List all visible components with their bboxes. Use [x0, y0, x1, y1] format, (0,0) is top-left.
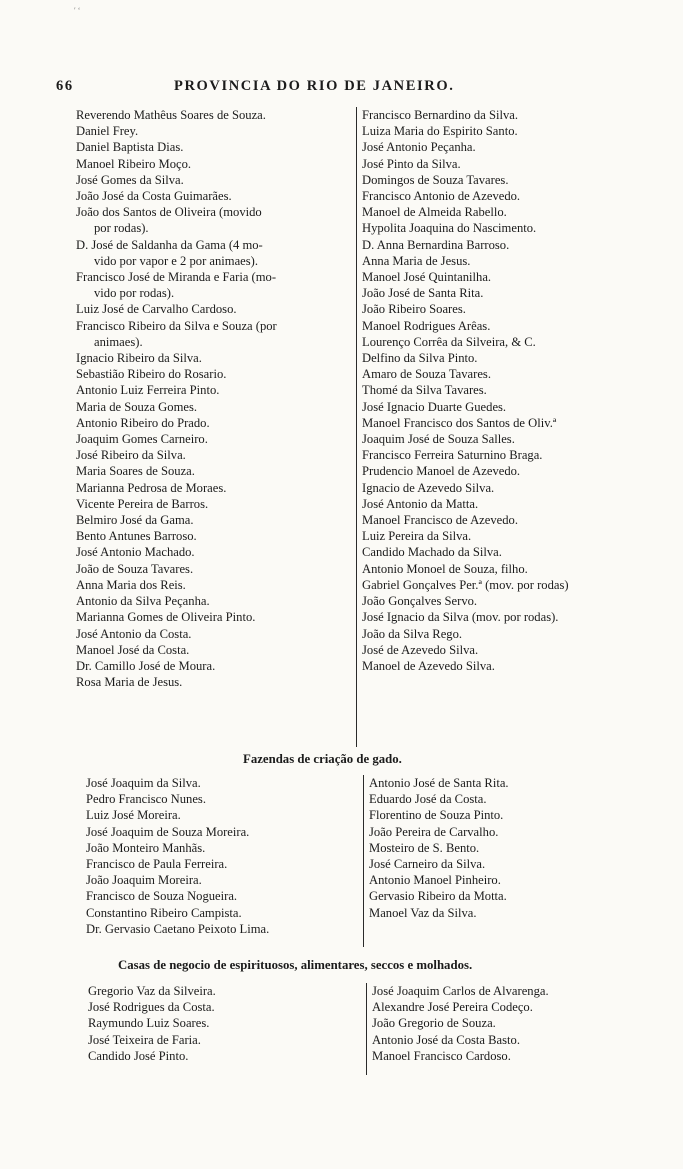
- list-item: Manoel José da Costa.: [76, 642, 190, 657]
- list-item: Antonio Monoel de Souza, filho.: [362, 561, 528, 576]
- list-item: João Gregorio de Souza.: [372, 1016, 496, 1031]
- list-item: Vicente Pereira de Barros.: [76, 496, 209, 511]
- list-item: Manoel de Almeida Rabello.: [362, 205, 507, 220]
- list-item: Prudencio Manoel de Azevedo.: [362, 464, 521, 479]
- list-item: Marianna Gomes de Oliveira Pinto.: [76, 610, 256, 625]
- list-item: Alexandre José Pereira Codeço.: [372, 1000, 533, 1015]
- list-item: Francisco Ribeiro da Silva e Souza (por: [76, 318, 277, 333]
- list-item: Pedro Francisco Nunes.: [86, 792, 206, 807]
- list-item: João Ribeiro Soares.: [362, 302, 466, 317]
- list-item: Luiz Pereira da Silva.: [362, 529, 472, 544]
- list-item: José Rodrigues da Costa.: [88, 1000, 215, 1015]
- list-item: José Gomes da Silva.: [76, 172, 184, 187]
- list-item: José Teixeira de Faria.: [88, 1032, 201, 1047]
- list-item: Manoel Francisco dos Santos de Oliv.ª: [362, 415, 557, 430]
- list-item: Candido Machado da Silva.: [362, 545, 502, 560]
- list-item: José Carneiro da Silva.: [369, 857, 486, 872]
- list-item: D. José de Saldanha da Gama (4 mo-: [76, 237, 263, 252]
- list-item: Belmiro José da Gama.: [76, 513, 194, 528]
- list-item: Francisco Bernardino da Silva.: [362, 108, 518, 122]
- list-item: Luiz José Moreira.: [86, 808, 181, 823]
- list-item: Maria de Souza Gomes.: [76, 399, 198, 414]
- list-item: Hypolita Joaquina do Nascimento.: [362, 221, 537, 236]
- list-item: José Antonio da Matta.: [362, 496, 479, 511]
- list-item: José Joaquim Carlos de Alvarenga.: [372, 984, 549, 998]
- list-item: Lourenço Corrêa da Silveira, & C.: [362, 334, 536, 349]
- list-item: vido por vapor e 2 por animaes).: [94, 253, 259, 268]
- list-item: Daniel Frey.: [76, 124, 139, 139]
- list-item: Francisco de Paula Ferreira.: [86, 857, 228, 872]
- list-item: Manoel de Azevedo Silva.: [362, 658, 495, 673]
- list-item: Francisco Antonio de Azevedo.: [362, 189, 521, 204]
- list-item: José de Azevedo Silva.: [362, 642, 479, 657]
- list-item: Gabriel Gonçalves Per.ª (mov. por rodas): [362, 577, 569, 592]
- list-item: João José da Costa Guimarães.: [76, 189, 232, 204]
- section2-column-rule: [363, 775, 364, 947]
- list-item: Delfino da Silva Pinto.: [362, 351, 478, 366]
- list-item: José Antonio Machado.: [76, 545, 195, 560]
- list-item: João Monteiro Manhãs.: [86, 840, 206, 855]
- list-item: Antonio da Silva Peçanha.: [76, 594, 210, 609]
- list-item: Anna Maria dos Reis.: [76, 577, 186, 592]
- list-item: João Pereira de Carvalho.: [369, 824, 499, 839]
- list-item: Candido José Pinto.: [88, 1048, 189, 1063]
- list-item: Domingos de Souza Tavares.: [362, 172, 509, 187]
- list-item: Joaquim Gomes Carneiro.: [76, 432, 208, 447]
- list-item: José Ribeiro da Silva.: [76, 448, 186, 463]
- list-item: Antonio Ribeiro do Prado.: [76, 415, 210, 430]
- list-item: José Ignacio Duarte Guedes.: [362, 399, 507, 414]
- section2-title: Fazendas de criação de gado.: [243, 752, 402, 766]
- list-item: Luiza Maria do Espirito Santo.: [362, 124, 518, 139]
- list-item: Gervasio Ribeiro da Motta.: [369, 889, 507, 904]
- list-item: José Antonio da Costa.: [76, 626, 192, 641]
- page-number: 66: [56, 78, 74, 94]
- section3-right-column: [372, 983, 662, 1064]
- list-item: João de Souza Tavares.: [76, 561, 194, 576]
- list-item: Joaquim José de Souza Salles.: [362, 432, 515, 447]
- list-item: João José de Santa Rita.: [362, 286, 484, 301]
- list-item: José Antonio Peçanha.: [362, 140, 476, 155]
- list-item: Manoel Francisco Cardoso.: [372, 1048, 511, 1063]
- list-item: Francisco José de Miranda e Faria (mo-: [76, 270, 277, 285]
- list-item: João da Silva Rego.: [362, 626, 463, 641]
- list-item: Bento Antunes Barroso.: [76, 529, 197, 544]
- list-item: Manoel Francisco de Azevedo.: [362, 513, 518, 528]
- list-item: Francisco Ferreira Saturnino Braga.: [362, 448, 543, 463]
- page-marks: ʹ ʻ: [74, 6, 81, 15]
- list-item: José Joaquim da Silva.: [86, 776, 201, 790]
- list-item: João Gonçalves Servo.: [362, 594, 478, 609]
- section1-left-column: [76, 107, 352, 690]
- list-item: vido por rodas).: [94, 286, 175, 301]
- list-item: José Joaquim de Souza Moreira.: [86, 824, 250, 839]
- page-title: PROVINCIA DO RIO DE JANEIRO.: [174, 78, 455, 94]
- list-item: Constantino Ribeiro Campista.: [86, 905, 242, 920]
- section2-left-column: [86, 775, 354, 937]
- list-item: Anna Maria de Jesus.: [362, 253, 471, 268]
- list-item: Mosteiro de S. Bento.: [369, 840, 480, 855]
- list-item: D. Anna Bernardina Barroso.: [362, 237, 510, 252]
- list-item: Florentino de Souza Pinto.: [369, 808, 504, 823]
- list-item: por rodas).: [94, 221, 149, 236]
- list-item: Ignacio Ribeiro da Silva.: [76, 351, 202, 366]
- page-header: [56, 78, 616, 100]
- list-item: José Pinto da Silva.: [362, 156, 461, 171]
- list-item: Manoel Rodrigues Arêas.: [362, 318, 491, 333]
- list-item: Marianna Pedrosa de Moraes.: [76, 480, 227, 495]
- list-item: Manoel Ribeiro Moço.: [76, 156, 192, 171]
- section3-left-column: [88, 983, 360, 1064]
- list-item: Daniel Baptista Dias.: [76, 140, 184, 155]
- list-item: Manoel Vaz da Silva.: [369, 905, 477, 920]
- section1-column-rule: [356, 107, 357, 747]
- section2-right-column: [369, 775, 649, 921]
- list-item: Antonio Luiz Ferreira Pinto.: [76, 383, 220, 398]
- section3-column-rule: [366, 983, 367, 1075]
- list-item: Eduardo José da Costa.: [369, 792, 487, 807]
- section3-title: Casas de negocio de espirituosos, alimentares, seccos e molhados.: [118, 958, 473, 972]
- section1-right-column: [362, 107, 662, 674]
- list-item: Antonio José de Santa Rita.: [369, 776, 509, 790]
- list-item: animaes).: [94, 334, 143, 349]
- list-item: Maria Soares de Souza.: [76, 464, 195, 479]
- list-item: Ignacio de Azevedo Silva.: [362, 480, 495, 495]
- list-item: Antonio Manoel Pinheiro.: [369, 873, 501, 888]
- list-item: Reverendo Mathêus Soares de Souza.: [76, 108, 266, 122]
- list-item: Dr. Camillo José de Moura.: [76, 658, 216, 673]
- list-item: João dos Santos de Oliveira (movido: [76, 205, 262, 220]
- list-item: Gregorio Vaz da Silveira.: [88, 984, 216, 998]
- list-item: Amaro de Souza Tavares.: [362, 367, 491, 382]
- list-item: Antonio José da Costa Basto.: [372, 1032, 520, 1047]
- list-item: Thomé da Silva Tavares.: [362, 383, 487, 398]
- list-item: Manoel José Quintanilha.: [362, 270, 492, 285]
- list-item: José Ignacio da Silva (mov. por rodas).: [362, 610, 559, 625]
- list-item: Raymundo Luiz Soares.: [88, 1016, 210, 1031]
- list-item: Luiz José de Carvalho Cardoso.: [76, 302, 237, 317]
- list-item: Francisco de Souza Nogueira.: [86, 889, 238, 904]
- list-item: Sebastião Ribeiro do Rosario.: [76, 367, 227, 382]
- list-item: Rosa Maria de Jesus.: [76, 675, 183, 690]
- list-item: Dr. Gervasio Caetano Peixoto Lima.: [86, 921, 270, 936]
- list-item: João Joaquim Moreira.: [86, 873, 202, 888]
